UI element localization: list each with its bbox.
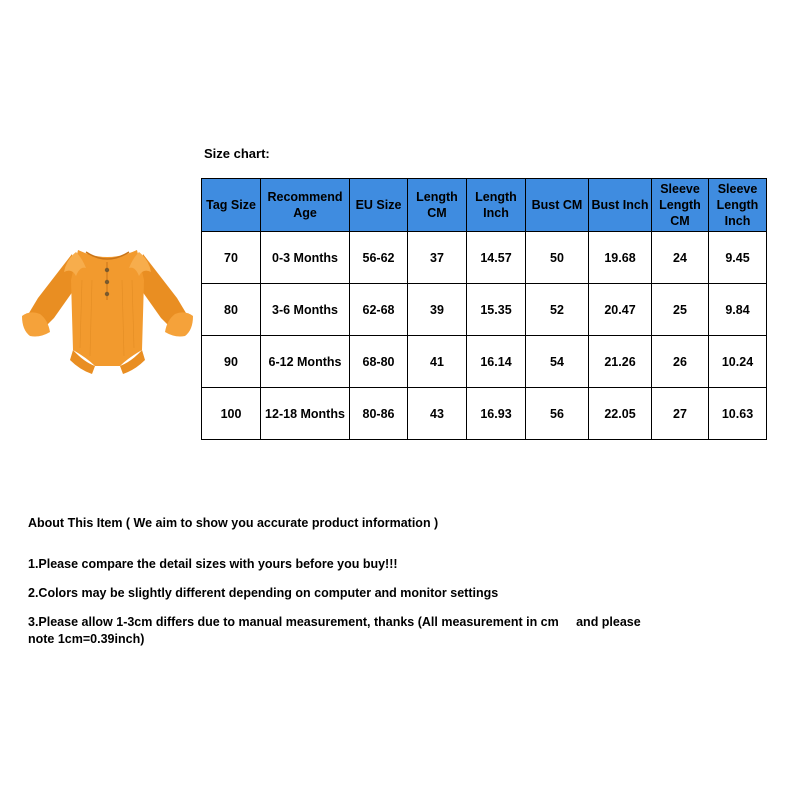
note-measurement: 3.Please allow 1-3cm differs due to manual measurement, thanks (All measurement in cm and please note 1cm=0.39inch) [28, 615, 645, 646]
table-cell: 56-62 [350, 232, 408, 284]
header-bust-inch: Bust Inch [589, 179, 652, 232]
header-tag-size: Tag Size [202, 179, 261, 232]
table-cell: 80 [202, 284, 261, 336]
table-cell: 25 [652, 284, 709, 336]
table-cell: 9.84 [709, 284, 767, 336]
header-bust-cm: Bust CM [526, 179, 589, 232]
table-cell: 100 [202, 388, 261, 440]
table-cell: 22.05 [589, 388, 652, 440]
table-cell: 24 [652, 232, 709, 284]
table-cell: 27 [652, 388, 709, 440]
about-item-heading: About This Item ( We aim to show you accurate product information ) [28, 516, 439, 530]
table-cell: 14.57 [467, 232, 526, 284]
table-cell: 10.24 [709, 336, 767, 388]
table-cell: 16.93 [467, 388, 526, 440]
table-cell: 54 [526, 336, 589, 388]
table-cell: 16.14 [467, 336, 526, 388]
note-colors: 2.Colors may be slightly different depending on computer and monitor settings [28, 586, 499, 600]
header-length-cm: Length CM [408, 179, 467, 232]
table-row [202, 336, 767, 388]
table-cell: 26 [652, 336, 709, 388]
size-chart-table [201, 178, 767, 440]
size-chart-title: Size chart: [204, 146, 270, 161]
table-cell: 41 [408, 336, 467, 388]
table-cell: 68-80 [350, 336, 408, 388]
table-cell: 0-3 Months [261, 232, 350, 284]
header-sleeve-length-inch: Sleeve Length Inch [709, 179, 767, 232]
table-cell: 12-18 Months [261, 388, 350, 440]
table-row [202, 284, 767, 336]
table-cell: 52 [526, 284, 589, 336]
table-cell: 15.35 [467, 284, 526, 336]
header-eu-size: EU Size [350, 179, 408, 232]
orange-ruffle-romper-icon [20, 240, 195, 380]
table-row [202, 232, 767, 284]
header-length-inch: Length Inch [467, 179, 526, 232]
table-cell: 19.68 [589, 232, 652, 284]
header-recommend-age: Recommend Age [261, 179, 350, 232]
table-cell: 3-6 Months [261, 284, 350, 336]
table-cell: 70 [202, 232, 261, 284]
table-cell: 37 [408, 232, 467, 284]
note-compare-sizes: 1.Please compare the detail sizes with yours before you buy!!! [28, 557, 398, 571]
table-cell: 20.47 [589, 284, 652, 336]
table-cell: 39 [408, 284, 467, 336]
table-cell: 9.45 [709, 232, 767, 284]
header-sleeve-length-cm: Sleeve Length CM [652, 179, 709, 232]
table-cell: 21.26 [589, 336, 652, 388]
table-cell: 10.63 [709, 388, 767, 440]
table-cell: 62-68 [350, 284, 408, 336]
table-cell: 56 [526, 388, 589, 440]
table-cell: 6-12 Months [261, 336, 350, 388]
table-header-row [202, 179, 767, 232]
table-cell: 43 [408, 388, 467, 440]
table-cell: 50 [526, 232, 589, 284]
table-cell: 90 [202, 336, 261, 388]
table-row [202, 388, 767, 440]
table-cell: 80-86 [350, 388, 408, 440]
